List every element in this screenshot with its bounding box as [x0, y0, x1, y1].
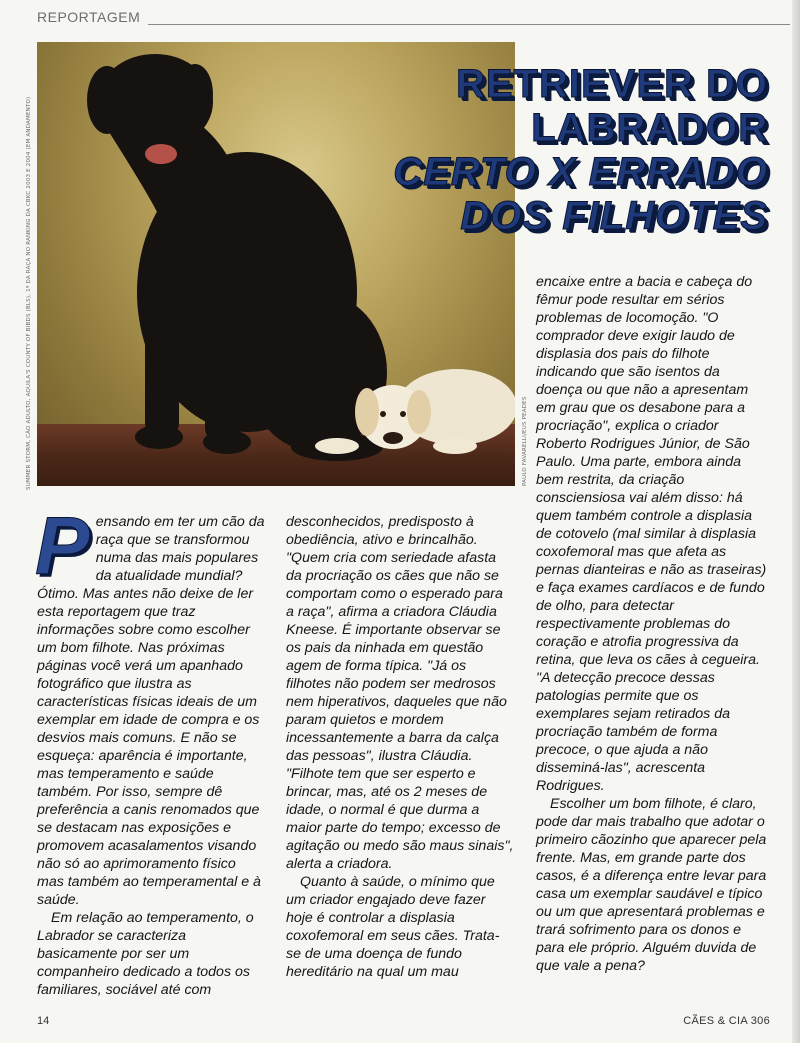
- title-line-2: LABRADOR: [531, 106, 768, 150]
- magazine-issue: CÃES & CIA 306: [683, 1015, 770, 1027]
- photo-credit-left: SUMMER STORM, CÃO ADULTO, AQUILA'S COUNTY OF BIBDS (BLS), 1º DA RAÇA NO RANKING DA CBKC 2003 E 2004 (EM ANDAMENTO): [26, 96, 32, 490]
- title-line-4: DOS FILHOTES: [460, 194, 768, 238]
- adult-dog-shape: [87, 54, 387, 461]
- photo-credit-right: PAULO FAVARELLI/EUS PEADES: [522, 396, 528, 486]
- paragraph: ensando em ter um cão da raça que se transformou numa das mais populares da atualidade mundial? Ótimo. Mas antes não deixe de ler esta reportagem que traz informações sobre como escolher um bom filhote. Nas próximas páginas você verá um apanhado fotográfico que ilustra as características físicas ideais de um exemplar em idade de compra e os desvios mais comuns. E não se esqueça: aparência é importante, mas temperamento e saúde também. Por isso, sempre dê preferência a canis renomados que se destacam nas exposições e promovem acasalamentos visando não só ao aprimoramento físico mas também ao temperamental e à saúde.: [37, 514, 265, 908]
- section-label: REPORTAGEM: [37, 9, 141, 25]
- paragraph: Quanto à saúde, o mínimo que um criador engajado deve fazer hoje é controlar a displasia coxofemoral em seus cães. Trata-se de uma doença de fundo hereditário na qual um mau: [286, 874, 500, 980]
- section-rule: [148, 24, 790, 25]
- title-line-3: CERTO X ERRADO: [393, 150, 768, 194]
- paragraph: encaixe entre a bacia e cabeça do fêmur pode resultar em sérios problemas de locomoção. "O comprador deve exigir laudo de displasia dos pais do filhote indicando que são isentos da doença ou que não a apresentam em grau que os desabone para a procriação", explica o criador Roberto Rodrigues Júnior, de São Paulo. Uma parte, embora ainda bem restrita, da criação consciensiosa vai além disso: há quem também controle a displasia de cotovelo (mal similar à displasia coxofemoral mas que afeta as pernas dianteiras e não as traseiras) e faça exames cardíacos e de fundo de olho, para detectar respectivamente problemas do coração e atrofia progressiva da retina, que leva os cães à cegueira. "A detecção precoce dessas patologias permite que os exemplares sejam retirados da procriação também de forma precoce, o que ajuda a não disseminá-las", acrescenta Rodrigues.: [536, 274, 767, 794]
- paragraph: desconhecidos, predisposto à obediência, ativo e brincalhão. "Quem cria com seriedade afasta da procriação os cães que não se comportam como o esperado para a raça", afirma a criadora Cláudia Kneese. É importante observar se os pais da ninhada em questão agem de forma típica. "Já os filhotes não podem ser medrosos nem hiperativos, daqueles que não param quietos e mordem incessantemente a barra da calça das pessoas", ilustra Cláudia. "Filhote tem que ser esperto e brincar, mas, até os 2 meses de idade, o normal é que durma a maior parte do tempo; excesso de agitação ou medo são maus sinais", alerta a criadora.: [286, 514, 514, 872]
- page-edge: [792, 0, 800, 1043]
- paragraph: Escolher um bom filhote, é claro, pode dar mais trabalho que adotar o primeiro cãozinho que aparecer pela frente. Mas, em grande parte dos casos, é a diferença entre levar para casa um exemplar saudável e típico ou um que apresentará problemas e trará sofrimento para os donos e para ele próprio. Alguém duvida de que vale a pena?: [536, 796, 767, 974]
- drop-cap: P: [35, 501, 90, 592]
- page-number: 14: [37, 1015, 50, 1027]
- dog-tongue: [145, 144, 177, 164]
- title-line-1: RETRIEVER DO: [455, 62, 768, 106]
- paragraph: Em relação ao temperamento, o Labrador se caracteriza basicamente por ser um companheiro dedicado a todos os familiares, sociável até com: [37, 910, 254, 998]
- text-column-3: [536, 273, 770, 975]
- text-column-1: [35, 501, 265, 999]
- article-title: [393, 62, 768, 238]
- text-column-2: [286, 513, 514, 981]
